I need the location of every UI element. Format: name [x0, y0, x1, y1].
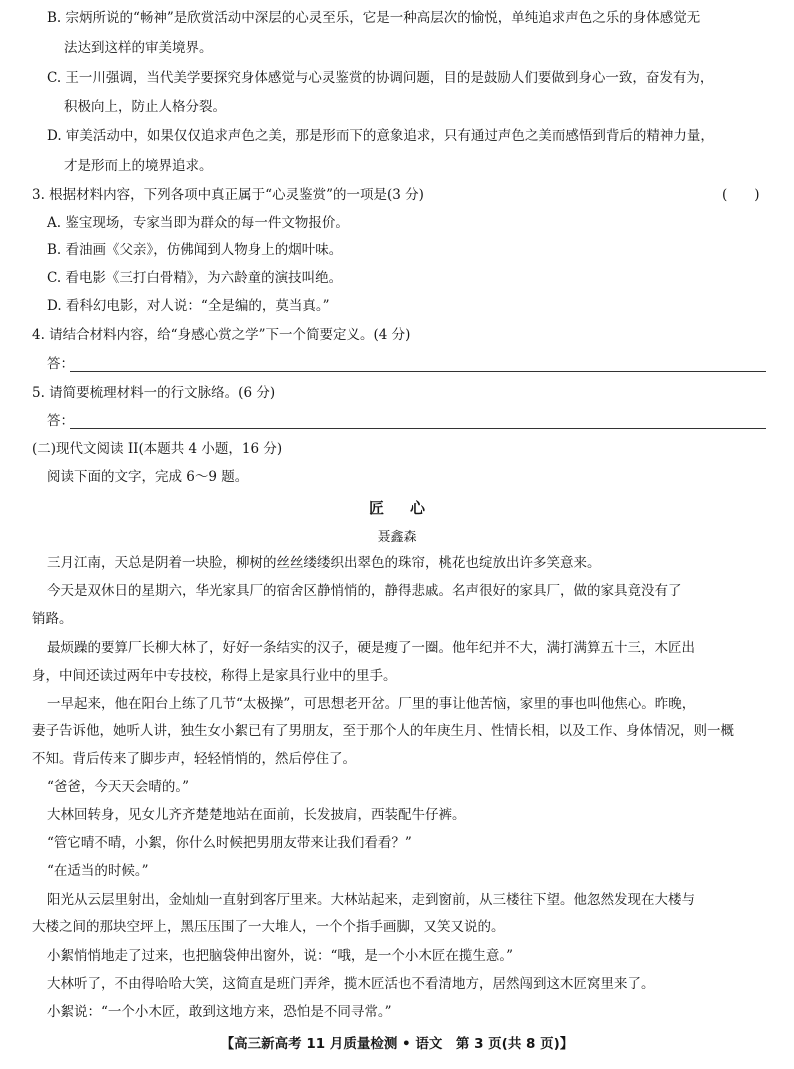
q2-option-c-line2: 积极向上，防止人格分裂。 — [64, 99, 226, 115]
q3-option-d: D. 看科幻电影，对人说：“全是编的，莫当真。” — [47, 298, 330, 314]
page-footer: 【高三新高考 11 月质量检测 • 语文 第 3 页(共 8 页)】 — [220, 1036, 574, 1052]
q5-stem: 5. 请简要梳理材料一的行文脉络。(6 分) — [32, 385, 276, 401]
story-line-1: 三月江南，天总是阴着一块脸，柳树的丝丝缕缕织出翠色的珠帘，桃花也绽放出许多笑意来。 — [47, 555, 601, 571]
q4-answer-label: 答： — [47, 356, 74, 372]
q5-answer-label: 答： — [47, 413, 74, 429]
story-author: 聂鑫森 — [377, 530, 417, 545]
story-line-2: 今天是双休日的星期六，华光家具厂的宿舍区静悄悄的，静得悲戚。名声很好的家具厂，做的家具竟没有了 — [47, 583, 682, 599]
q3-option-c: C. 看电影《三打白骨精》，为六龄童的演技叫绝。 — [47, 270, 343, 286]
story-line-12: “在适当的时候。” — [47, 863, 149, 879]
story-line-9: “爸爸，今天天会晴的。” — [47, 779, 190, 795]
q2-option-d-line2: 才是形而上的境界追求。 — [64, 158, 213, 174]
q3-option-b: B. 看油画《父亲》，仿佛闻到人物身上的烟叶味。 — [47, 242, 343, 258]
q4-stem: 4. 请结合材料内容，给“身感心赏之学”下一个简要定义。(4 分) — [32, 327, 411, 343]
story-line-16: 大林听了，不由得哈哈大笑，这简直是班门弄斧，揽木匠活也不看清地方，居然闯到这木匠窝里来了。 — [47, 976, 655, 992]
story-line-14: 大楼之间的那块空坪上，黑压压围了一大堆人，一个个指手画脚，又笑又说的。 — [32, 919, 505, 935]
q3-stem: 3. 根据材料内容，下列各项中真正属于“心灵鉴赏”的一项是(3 分) — [32, 187, 424, 203]
story-line-15: 小絮悄悄地走了过来，也把脑袋伸出窗外，说：“哦，是一个小木匠在揽生意。” — [47, 948, 514, 964]
section2-instruction: 阅读下面的文字，完成 6～9 题。 — [47, 469, 249, 485]
story-line-4: 最烦躁的要算厂长柳大林了，好好一条结实的汉子，硬是瘦了一圈。他年纪并不大，满打满算五十三，木匠出 — [47, 640, 695, 656]
story-line-17: 小絮说：“一个小木匠，敢到这地方来，恐怕是不同寻常。” — [47, 1004, 392, 1020]
story-line-6: 一早起来，他在阳台上练了几节“太极操”，可思想老开岔。厂里的事让他苦恼，家里的事也叫他焦心。昨晚， — [47, 696, 696, 712]
q4-answer-line[interactable] — [70, 371, 766, 372]
section2-heading: (二)现代文阅读 II(本题共 4 小题，16 分) — [32, 441, 283, 457]
story-line-11: “管它晴不晴，小絮，你什么时候把男朋友带来让我们看看？” — [47, 835, 412, 851]
story-line-10: 大林回转身，见女儿齐齐楚楚地站在面前，长发披肩，西装配牛仔裤。 — [47, 807, 466, 823]
story-line-7: 妻子告诉他，她听人讲，独生女小絮已有了男朋友，至于那个人的年庚生月、性情长相，以及工作、身体情况，则一概 — [32, 723, 734, 739]
q5-answer-line[interactable] — [70, 428, 766, 429]
q2-option-c-line1: C. 王一川强调，当代美学要探究身体感觉与心灵鉴赏的协调问题，目的是鼓励人们要做到身心一致，奋发有为， — [47, 70, 714, 86]
q2-option-b-line2: 法达到这样的审美境界。 — [64, 40, 213, 56]
q3-option-a: A. 鉴宝现场，专家当即为群众的每一件文物报价。 — [47, 215, 349, 231]
story-line-3: 销路。 — [32, 611, 73, 627]
q2-option-d-line1: D. 审美活动中，如果仅仅追求声色之美，那是形而下的意象追求，只有通过声色之美而感悟到背后的精神力量， — [47, 128, 714, 144]
q2-option-b-line1: B. 宗炳所说的“畅神”是欣赏活动中深层的心灵至乐，它是一种高层次的愉悦，单纯追求声色之乐的身体感觉无 — [47, 10, 701, 26]
q3-answer-bracket: ( ) — [722, 187, 760, 203]
story-line-5: 身，中间还读过两年中专技校，称得上是家具行业中的里手。 — [32, 668, 397, 684]
story-line-8: 不知。背后传来了脚步声，轻轻悄悄的，然后停住了。 — [32, 751, 356, 767]
story-line-13: 阳光从云层里射出，金灿灿一直射到客厅里来。大林站起来，走到窗前，从三楼往下望。他忽然发现在大楼与 — [47, 892, 695, 908]
story-title: 匠心 — [368, 499, 451, 517]
